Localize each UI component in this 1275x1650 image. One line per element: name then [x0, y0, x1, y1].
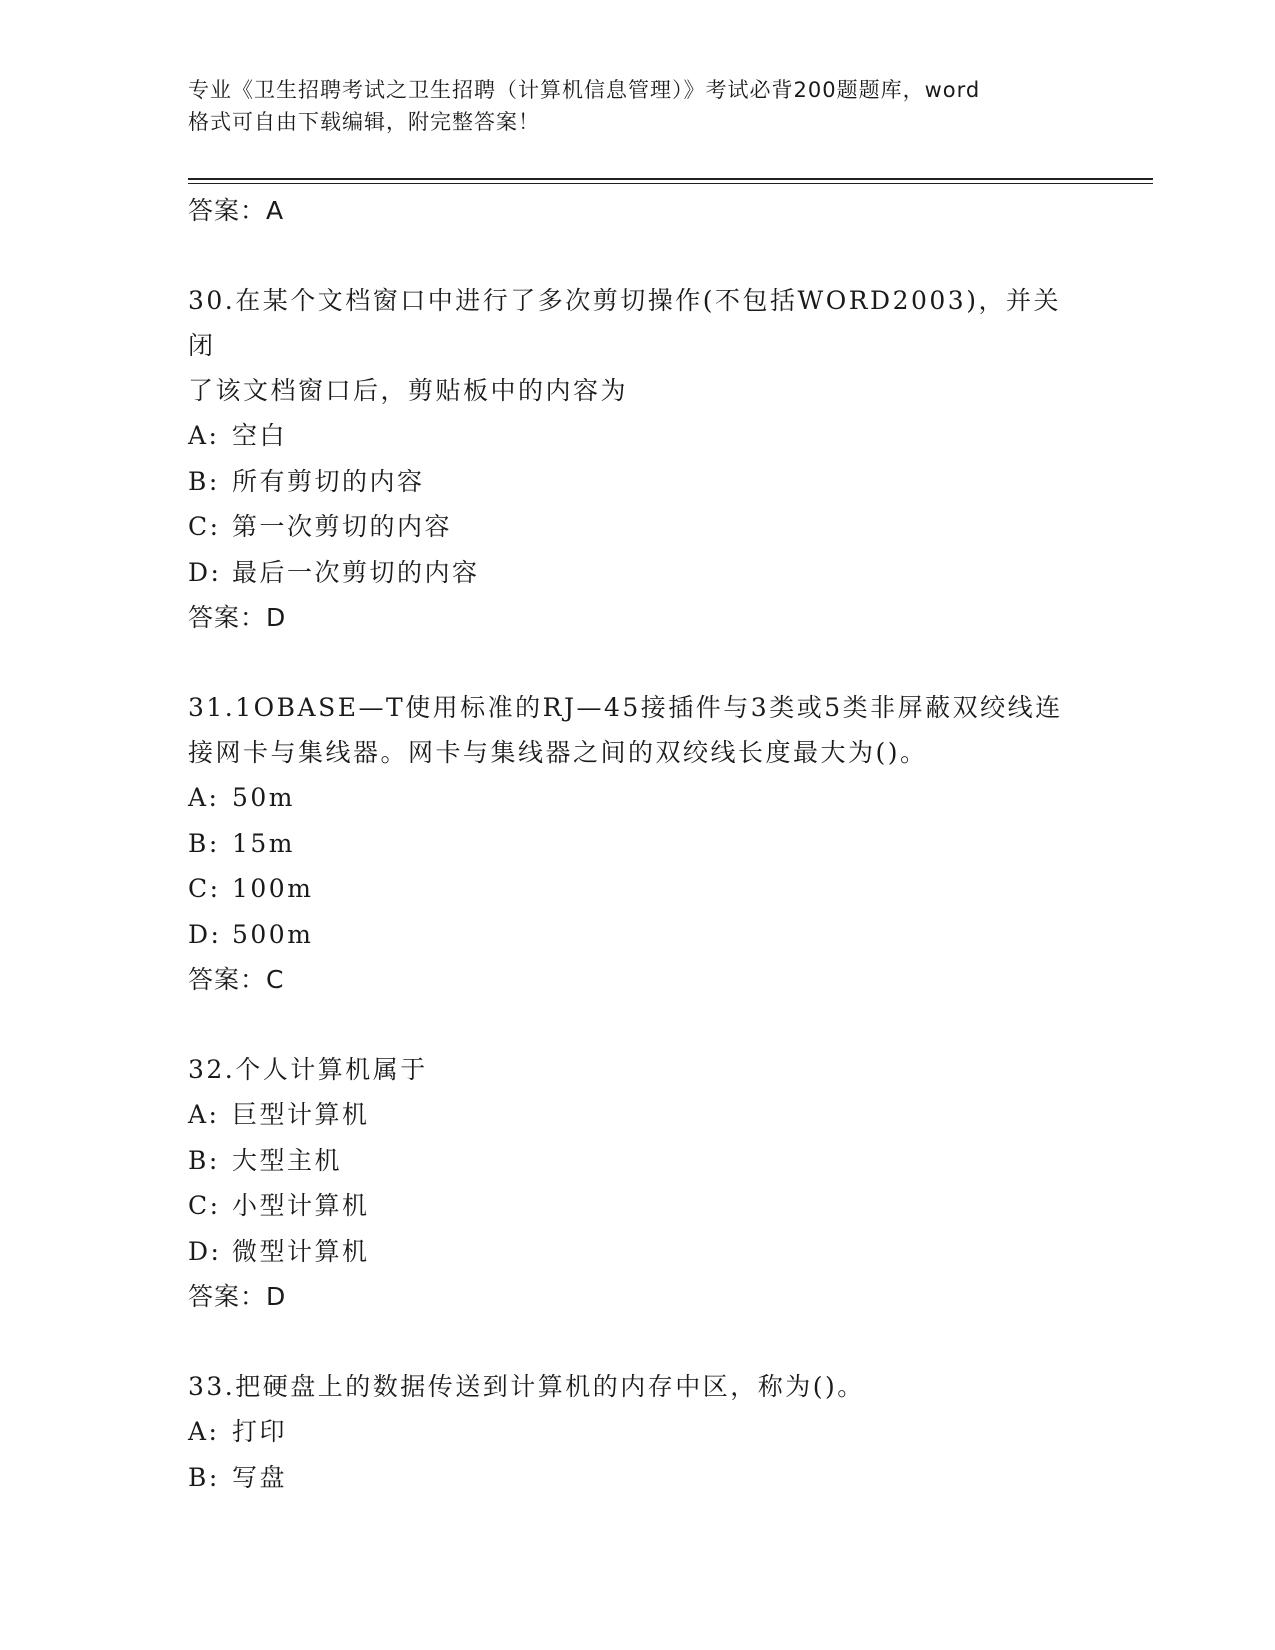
question-stem-line: 31.1OBASE—T使用标准的RJ—45接插件与3类或5类非屏蔽双绞线连: [188, 693, 1063, 722]
option-text: 巨型计算机: [232, 1100, 370, 1129]
option-d: [188, 550, 1088, 596]
option-d: [188, 912, 1088, 958]
option-letter: D:: [188, 1236, 222, 1266]
question-list: [188, 188, 1088, 1500]
option-a: [188, 1092, 1088, 1138]
option-c: [188, 866, 1088, 912]
option-text: 最后一次剪切的内容: [232, 557, 480, 587]
option-text: 打印: [232, 1417, 288, 1446]
question-stem: [188, 278, 1088, 413]
option-a: [188, 413, 1088, 459]
question-stem-line: 接网卡与集线器。网卡与集线器之间的双绞线长度最大为()。: [188, 738, 928, 767]
question-stem: [188, 1364, 1088, 1409]
header-line-2: 格式可自由下载编辑，附完整答案！: [188, 110, 540, 134]
option-letter: A:: [188, 1100, 220, 1129]
option-letter: C:: [188, 874, 221, 903]
option-letter: A:: [188, 421, 220, 450]
option-d: [188, 1229, 1088, 1275]
option-b: [188, 1455, 1088, 1501]
option-text: 微型计算机: [232, 1236, 370, 1266]
question-31: [188, 685, 1088, 1003]
option-text: 空白: [232, 421, 288, 450]
option-a: [188, 775, 1088, 821]
header-divider-thin: [188, 183, 1153, 184]
option-b: [188, 1138, 1088, 1184]
answer-label: 答案：D: [188, 1282, 287, 1311]
option-letter: A:: [188, 1417, 220, 1446]
option-letter: B:: [188, 828, 220, 858]
option-letter: C:: [188, 1191, 221, 1220]
option-c: [188, 1183, 1088, 1229]
question-33: [188, 1364, 1088, 1500]
option-text: 50m: [232, 783, 296, 812]
header-divider-thick: [188, 178, 1153, 180]
document-header: [188, 74, 1088, 138]
option-letter: C:: [188, 512, 221, 541]
question-stem-line: 32.个人计算机属于: [188, 1055, 428, 1084]
question-stem: [188, 1047, 1088, 1092]
option-text: 15m: [232, 828, 296, 858]
option-text: 第一次剪切的内容: [232, 512, 453, 541]
question-32: [188, 1047, 1088, 1320]
option-text: 大型主机: [232, 1145, 343, 1175]
option-letter: B:: [188, 1145, 220, 1175]
answer-label: 答案：C: [188, 965, 285, 994]
header-line-1: 专业《卫生招聘考试之卫生招聘（计算机信息管理）》考试必背200题题库，word: [188, 78, 981, 102]
question-stem-line: 30.在某个文档窗口中进行了多次剪切操作(不包括WORD2003)，并关闭: [188, 286, 1061, 360]
option-text: 500m: [232, 919, 314, 949]
question-stem-line: 33.把硬盘上的数据传送到计算机的内存中区，称为()。: [188, 1372, 865, 1401]
previous-answer: 答案：A: [188, 196, 285, 225]
option-letter: B:: [188, 466, 220, 496]
question-30: [188, 278, 1088, 641]
option-text: 100m: [232, 874, 314, 903]
option-letter: D:: [188, 557, 222, 587]
option-text: 小型计算机: [232, 1191, 370, 1220]
option-letter: B:: [188, 1462, 220, 1492]
question-stem-line: 了该文档窗口后，剪贴板中的内容为: [188, 376, 629, 405]
option-c: [188, 504, 1088, 550]
option-text: 写盘: [232, 1462, 288, 1492]
option-text: 所有剪切的内容: [232, 466, 425, 496]
option-b: [188, 821, 1088, 867]
option-letter: D:: [188, 919, 222, 949]
option-letter: A:: [188, 783, 220, 812]
answer-label: 答案：D: [188, 603, 287, 632]
question-stem: [188, 685, 1088, 775]
option-a: [188, 1409, 1088, 1455]
option-b: [188, 459, 1088, 505]
